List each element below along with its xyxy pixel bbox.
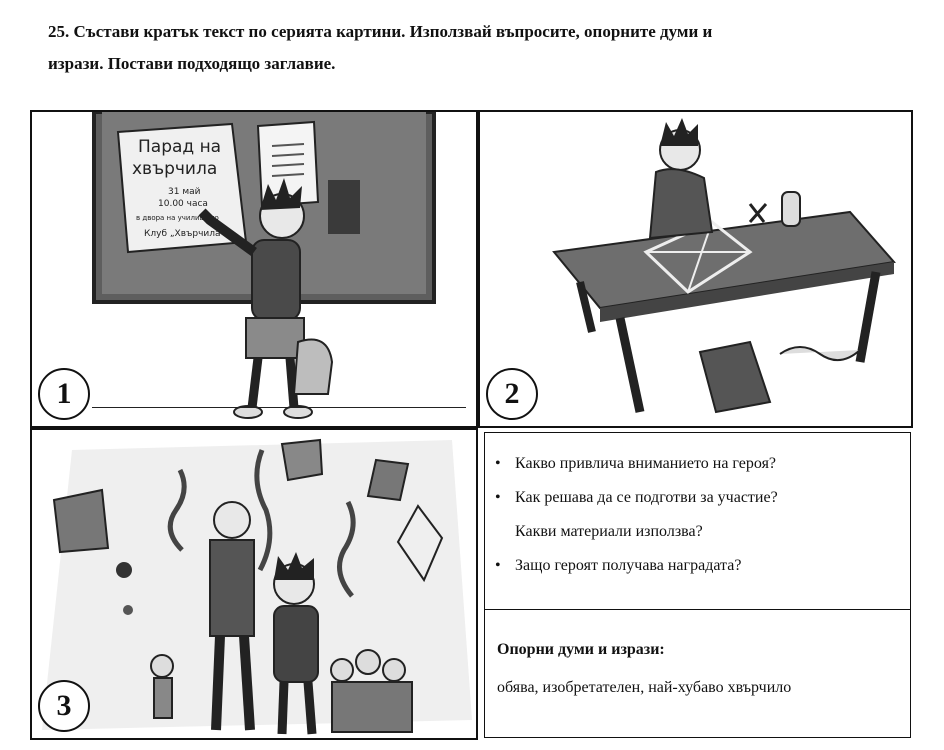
question-2: Как решава да се подготви за участие? — [515, 489, 778, 506]
bullet: • — [495, 455, 501, 472]
bullet: • — [495, 557, 501, 574]
ground-line — [92, 407, 466, 408]
picture-panel-3 — [30, 428, 478, 740]
task-instructions — [48, 16, 908, 80]
picture-panel-2 — [478, 110, 913, 428]
poster-place: в двора на училището — [136, 214, 219, 222]
question-item-2 — [495, 481, 910, 515]
panel-number-3: 3 — [38, 680, 90, 732]
poster-title-2: хвърчила — [132, 159, 218, 179]
poster-date: 31 май — [168, 187, 201, 197]
bullet: • — [495, 489, 501, 506]
poster-club: Клуб „Хвърчила" — [144, 229, 225, 239]
panel-number-1: 1 — [38, 368, 90, 420]
questions-box — [485, 433, 910, 610]
poster-time: 10.00 часа — [158, 199, 208, 209]
questions-keywords-panel — [484, 432, 911, 738]
kite-parade-illustration — [32, 430, 478, 740]
kite-making-table-illustration — [480, 112, 913, 428]
question-item-1 — [495, 447, 910, 481]
questions-list — [485, 433, 910, 583]
poster-title-1: Парад на — [138, 137, 222, 157]
picture-panel-1 — [30, 110, 478, 428]
task-line-1: 25. Състави кратък текст по серията картини. Използвай въпросите, опорните думи и — [48, 22, 713, 41]
task-line-2: изрази. Постави подходящо заглавие. — [48, 54, 336, 73]
question-3: Защо героят получава наградата? — [515, 557, 742, 574]
question-item-2-continued — [495, 515, 910, 549]
panel-number-2: 2 — [486, 368, 538, 420]
keywords-text: обява, изобретателен, най-хубаво хвърчило — [497, 679, 792, 696]
question-2b: Какви материали използва? — [515, 523, 703, 540]
question-item-3 — [495, 549, 910, 583]
question-1: Какво привлича вниманието на героя? — [515, 455, 777, 472]
bulletin-board-illustration — [32, 112, 478, 428]
keywords-title: Опорни думи и изрази: — [497, 641, 665, 658]
